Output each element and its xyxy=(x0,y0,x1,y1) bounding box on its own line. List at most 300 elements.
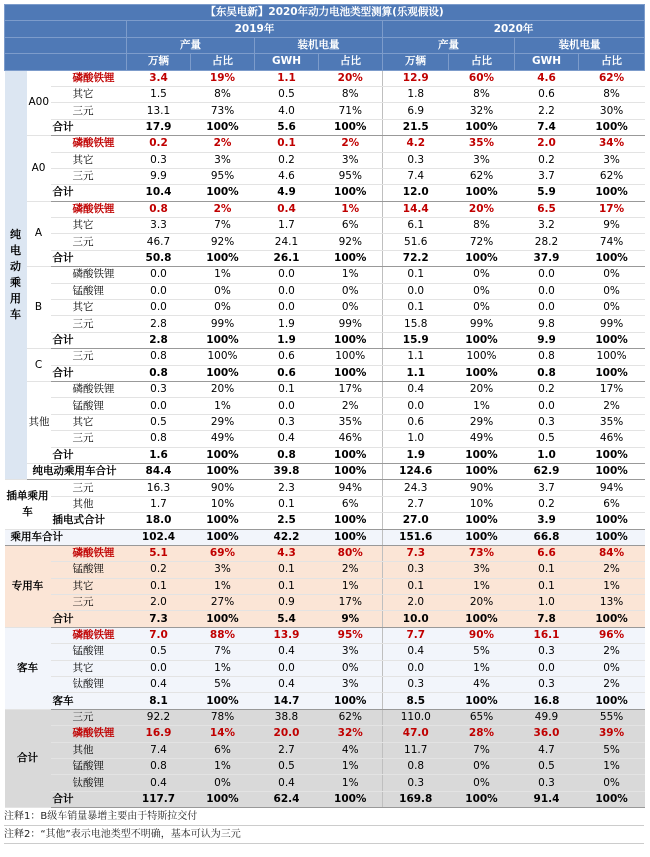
value-cell: 35% xyxy=(579,414,645,430)
value-cell: 0.3 xyxy=(383,152,449,168)
table-row xyxy=(5,398,645,414)
value-cell: 15.9 xyxy=(383,332,449,348)
table-row xyxy=(5,218,645,234)
value-cell: 16.3 xyxy=(127,480,191,496)
value-cell: 4.2 xyxy=(383,136,449,152)
value-cell: 100% xyxy=(319,693,383,709)
table-row xyxy=(5,775,645,791)
value-cell: 0.0 xyxy=(255,300,319,316)
year-header-2020: 2020年 xyxy=(383,21,645,37)
value-cell: 0.3 xyxy=(255,414,319,430)
table-row xyxy=(5,463,645,479)
value-cell: 62% xyxy=(449,168,515,184)
value-cell: 100% xyxy=(319,529,383,545)
value-cell: 2% xyxy=(579,644,645,660)
group-label: 纯 电 动 乘 用 车 xyxy=(5,70,27,480)
value-cell: 5% xyxy=(191,677,255,693)
value-cell: 100% xyxy=(579,791,645,807)
value-cell: 0.4 xyxy=(255,431,319,447)
value-cell: 100% xyxy=(579,463,645,479)
value-cell: 1.9 xyxy=(255,332,319,348)
value-cell: 0.9 xyxy=(255,595,319,611)
value-cell: 2.0 xyxy=(515,136,579,152)
battery-type-label: 三元 xyxy=(51,709,127,725)
value-cell: 24.3 xyxy=(383,480,449,496)
value-cell: 1.0 xyxy=(515,447,579,463)
value-cell: 0.3 xyxy=(515,677,579,693)
value-cell: 13.1 xyxy=(127,103,191,119)
table-row xyxy=(5,283,645,299)
value-cell: 2% xyxy=(579,677,645,693)
value-cell: 36.0 xyxy=(515,726,579,742)
value-cell: 91.4 xyxy=(515,791,579,807)
value-cell: 1% xyxy=(579,578,645,594)
value-cell: 7.8 xyxy=(515,611,579,627)
value-cell: 26.1 xyxy=(255,250,319,266)
value-cell: 10% xyxy=(449,496,515,512)
value-cell: 0% xyxy=(449,283,515,299)
value-cell: 9.9 xyxy=(127,168,191,184)
value-cell: 16.9 xyxy=(127,726,191,742)
value-cell: 0.0 xyxy=(515,267,579,283)
value-cell: 5.4 xyxy=(255,611,319,627)
battery-type-label: 磷酸铁锂 xyxy=(51,70,127,86)
battery-type-label: 其它 xyxy=(51,300,127,316)
value-cell: 3% xyxy=(579,152,645,168)
value-cell: 100% xyxy=(579,365,645,381)
value-cell: 1.6 xyxy=(127,447,191,463)
value-cell: 4.6 xyxy=(255,168,319,184)
value-cell: 7.4 xyxy=(383,168,449,184)
value-cell: 2% xyxy=(191,136,255,152)
value-cell: 100% xyxy=(319,349,383,365)
value-cell: 0.0 xyxy=(255,267,319,283)
value-cell: 0.3 xyxy=(127,152,191,168)
table-row xyxy=(5,529,645,545)
value-cell: 100% xyxy=(191,693,255,709)
value-cell: 100% xyxy=(579,693,645,709)
value-cell: 0% xyxy=(319,660,383,676)
value-cell: 0.8 xyxy=(383,758,449,774)
value-cell: 100% xyxy=(191,791,255,807)
value-cell: 0.8 xyxy=(127,365,191,381)
value-cell: 100% xyxy=(191,513,255,529)
value-cell: 0.4 xyxy=(383,381,449,397)
value-cell: 18.0 xyxy=(127,513,191,529)
battery-type-label: 合计 xyxy=(51,250,127,266)
unit-header: GWH xyxy=(515,54,579,70)
table-row xyxy=(5,480,645,496)
value-cell: 5.6 xyxy=(255,119,319,135)
battery-type-label: 锰酸锂 xyxy=(51,398,127,414)
value-cell: 2% xyxy=(319,398,383,414)
value-cell: 14% xyxy=(191,726,255,742)
value-cell: 84.4 xyxy=(127,463,191,479)
value-cell: 2% xyxy=(319,136,383,152)
value-cell: 0.0 xyxy=(515,300,579,316)
value-cell: 13.9 xyxy=(255,627,319,643)
value-cell: 100% xyxy=(319,791,383,807)
value-cell: 94% xyxy=(319,480,383,496)
value-cell: 1% xyxy=(319,775,383,791)
value-cell: 90% xyxy=(449,480,515,496)
value-cell: 0.0 xyxy=(255,398,319,414)
value-cell: 0.8 xyxy=(127,758,191,774)
value-cell: 2% xyxy=(319,562,383,578)
value-cell: 1% xyxy=(449,660,515,676)
unit-header: 占比 xyxy=(319,54,383,70)
value-cell: 46% xyxy=(579,431,645,447)
value-cell: 100% xyxy=(579,611,645,627)
group-label: 合计 xyxy=(5,709,51,807)
value-cell: 110.0 xyxy=(383,709,449,725)
value-cell: 7.4 xyxy=(515,119,579,135)
battery-type-label: 锰酸锂 xyxy=(51,283,127,299)
value-cell: 0.3 xyxy=(383,562,449,578)
value-cell: 100% xyxy=(579,185,645,201)
value-cell: 8% xyxy=(579,86,645,102)
battery-type-label: 三元 xyxy=(51,595,127,611)
battery-type-label: 磷酸铁锂 xyxy=(51,545,127,561)
value-cell: 92% xyxy=(191,234,255,250)
value-cell: 10.0 xyxy=(383,611,449,627)
value-cell: 71% xyxy=(319,103,383,119)
value-cell: 4% xyxy=(449,677,515,693)
value-cell: 0.1 xyxy=(255,496,319,512)
value-cell: 1% xyxy=(319,758,383,774)
value-cell: 100% xyxy=(449,119,515,135)
value-cell: 50.8 xyxy=(127,250,191,266)
table-row xyxy=(5,185,645,201)
value-cell: 3% xyxy=(319,152,383,168)
value-cell: 0% xyxy=(579,775,645,791)
value-cell: 62% xyxy=(319,709,383,725)
value-cell: 0.8 xyxy=(127,431,191,447)
value-cell: 100% xyxy=(579,332,645,348)
battery-type-label: 锰酸锂 xyxy=(51,758,127,774)
value-cell: 99% xyxy=(449,316,515,332)
value-cell: 10% xyxy=(191,496,255,512)
value-cell: 9.9 xyxy=(515,332,579,348)
value-cell: 20% xyxy=(449,595,515,611)
table-row xyxy=(5,611,645,627)
value-cell: 100% xyxy=(579,513,645,529)
value-cell: 4.0 xyxy=(255,103,319,119)
value-cell: 37.9 xyxy=(515,250,579,266)
segment-label: C xyxy=(27,349,51,382)
battery-type-label: 三元 xyxy=(51,103,127,119)
metric-header-output-2020: 产量 xyxy=(383,37,515,53)
value-cell: 8% xyxy=(449,218,515,234)
value-cell: 100% xyxy=(449,513,515,529)
value-cell: 30% xyxy=(579,103,645,119)
value-cell: 94% xyxy=(579,480,645,496)
value-cell: 100% xyxy=(191,529,255,545)
value-cell: 1.9 xyxy=(255,316,319,332)
value-cell: 1% xyxy=(449,578,515,594)
value-cell: 3% xyxy=(319,677,383,693)
group-label: 插单乘用车 xyxy=(5,480,51,529)
battery-type-label: 插电式合计 xyxy=(51,513,127,529)
battery-type-label: 合计 xyxy=(51,332,127,348)
battery-type-label: 磷酸铁锂 xyxy=(51,726,127,742)
value-cell: 100% xyxy=(449,349,515,365)
value-cell: 39.8 xyxy=(255,463,319,479)
value-cell: 0.0 xyxy=(515,283,579,299)
value-cell: 6.5 xyxy=(515,201,579,217)
value-cell: 0.4 xyxy=(255,775,319,791)
value-cell: 0% xyxy=(579,267,645,283)
value-cell: 0.8 xyxy=(515,349,579,365)
value-cell: 8% xyxy=(191,86,255,102)
value-cell: 0.3 xyxy=(127,381,191,397)
battery-type-label: 合计 xyxy=(51,447,127,463)
battery-type-label: 磷酸铁锂 xyxy=(51,627,127,643)
value-cell: 0.5 xyxy=(255,758,319,774)
value-cell: 100% xyxy=(319,250,383,266)
note-2: 注释2：“其他”表示电池类型不明确，基本可认为三元 xyxy=(4,826,644,844)
value-cell: 3% xyxy=(449,152,515,168)
value-cell: 1.1 xyxy=(383,349,449,365)
value-cell: 0% xyxy=(319,283,383,299)
value-cell: 100% xyxy=(449,611,515,627)
value-cell: 1% xyxy=(319,201,383,217)
battery-type-label: 三元 xyxy=(51,234,127,250)
battery-type-label: 其它 xyxy=(51,578,127,594)
value-cell: 62.4 xyxy=(255,791,319,807)
battery-type-label: 其它 xyxy=(51,152,127,168)
value-cell: 0.4 xyxy=(127,775,191,791)
value-cell: 51.6 xyxy=(383,234,449,250)
value-cell: 2.5 xyxy=(255,513,319,529)
value-cell: 28.2 xyxy=(515,234,579,250)
value-cell: 6% xyxy=(319,496,383,512)
battery-type-label: 其他 xyxy=(51,496,127,512)
value-cell: 3.2 xyxy=(515,218,579,234)
value-cell: 20% xyxy=(319,70,383,86)
value-cell: 8.5 xyxy=(383,693,449,709)
value-cell: 62% xyxy=(579,70,645,86)
value-cell: 0.3 xyxy=(515,644,579,660)
value-cell: 0% xyxy=(579,300,645,316)
value-cell: 42.2 xyxy=(255,529,319,545)
value-cell: 100% xyxy=(319,119,383,135)
value-cell: 3% xyxy=(191,152,255,168)
value-cell: 0.4 xyxy=(383,644,449,660)
value-cell: 2.8 xyxy=(127,316,191,332)
segment-label: 其他 xyxy=(27,381,51,463)
value-cell: 0.4 xyxy=(255,201,319,217)
value-cell: 69% xyxy=(191,545,255,561)
battery-type-label: 其它 xyxy=(51,218,127,234)
value-cell: 100% xyxy=(191,611,255,627)
value-cell: 12.9 xyxy=(383,70,449,86)
battery-type-label: 合计 xyxy=(51,611,127,627)
value-cell: 17.9 xyxy=(127,119,191,135)
value-cell: 39% xyxy=(579,726,645,742)
battery-type-label: 钛酸锂 xyxy=(51,775,127,791)
value-cell: 1.7 xyxy=(127,496,191,512)
value-cell: 29% xyxy=(449,414,515,430)
table-row xyxy=(5,496,645,512)
value-cell: 0.6 xyxy=(255,349,319,365)
table-row xyxy=(5,758,645,774)
note-1: 注释1：B级车销量暴增主要由于特斯拉交付 xyxy=(4,808,644,826)
value-cell: 16.8 xyxy=(515,693,579,709)
value-cell: 7% xyxy=(191,218,255,234)
unit-header: 万辆 xyxy=(383,54,449,70)
value-cell: 99% xyxy=(579,316,645,332)
header-blank xyxy=(5,37,127,53)
value-cell: 46.7 xyxy=(127,234,191,250)
value-cell: 2.8 xyxy=(127,332,191,348)
value-cell: 0.2 xyxy=(127,136,191,152)
value-cell: 0.4 xyxy=(255,644,319,660)
value-cell: 100% xyxy=(191,463,255,479)
header-blank xyxy=(5,21,127,37)
value-cell: 100% xyxy=(191,332,255,348)
value-cell: 92.2 xyxy=(127,709,191,725)
value-cell: 7.4 xyxy=(127,742,191,758)
battery-type-label: 钛酸锂 xyxy=(51,677,127,693)
value-cell: 72.2 xyxy=(383,250,449,266)
value-cell: 73% xyxy=(449,545,515,561)
value-cell: 0.8 xyxy=(127,201,191,217)
value-cell: 88% xyxy=(191,627,255,643)
value-cell: 1.0 xyxy=(383,431,449,447)
unit-header: 占比 xyxy=(449,54,515,70)
year-header-2019: 2019年 xyxy=(127,21,383,37)
value-cell: 124.6 xyxy=(383,463,449,479)
battery-type-label: 磷酸铁锂 xyxy=(51,201,127,217)
table-row xyxy=(5,349,645,365)
value-cell: 1% xyxy=(191,758,255,774)
value-cell: 7.7 xyxy=(383,627,449,643)
value-cell: 27% xyxy=(191,595,255,611)
value-cell: 1.7 xyxy=(255,218,319,234)
value-cell: 95% xyxy=(319,627,383,643)
value-cell: 66.8 xyxy=(515,529,579,545)
value-cell: 0.5 xyxy=(255,86,319,102)
value-cell: 24.1 xyxy=(255,234,319,250)
value-cell: 1% xyxy=(319,578,383,594)
table-row xyxy=(5,513,645,529)
value-cell: 14.4 xyxy=(383,201,449,217)
value-cell: 6.9 xyxy=(383,103,449,119)
value-cell: 74% xyxy=(579,234,645,250)
value-cell: 0.0 xyxy=(127,398,191,414)
value-cell: 6% xyxy=(579,496,645,512)
value-cell: 0.6 xyxy=(383,414,449,430)
value-cell: 47.0 xyxy=(383,726,449,742)
value-cell: 0.2 xyxy=(255,152,319,168)
value-cell: 0% xyxy=(449,300,515,316)
value-cell: 34% xyxy=(579,136,645,152)
table-row xyxy=(5,234,645,250)
value-cell: 95% xyxy=(191,168,255,184)
value-cell: 5.1 xyxy=(127,545,191,561)
value-cell: 100% xyxy=(191,119,255,135)
battery-type-label: 锰酸锂 xyxy=(51,562,127,578)
segment-label: A xyxy=(27,201,51,267)
value-cell: 55% xyxy=(579,709,645,725)
table-row xyxy=(5,70,645,86)
value-cell: 20% xyxy=(449,381,515,397)
value-cell: 0.0 xyxy=(515,398,579,414)
table-row xyxy=(5,136,645,152)
segment-label: A0 xyxy=(27,136,51,202)
value-cell: 78% xyxy=(191,709,255,725)
value-cell: 1% xyxy=(579,758,645,774)
value-cell: 100% xyxy=(579,119,645,135)
value-cell: 99% xyxy=(319,316,383,332)
value-cell: 0% xyxy=(191,300,255,316)
value-cell: 35% xyxy=(319,414,383,430)
value-cell: 2% xyxy=(579,562,645,578)
value-cell: 0% xyxy=(191,775,255,791)
notes xyxy=(4,808,650,844)
table-title: 【东吴电新】2020年动力电池类型测算(乐观假设) xyxy=(5,5,645,21)
battery-type-label: 客车 xyxy=(51,693,127,709)
value-cell: 17% xyxy=(319,381,383,397)
value-cell: 2% xyxy=(579,398,645,414)
value-cell: 16.1 xyxy=(515,627,579,643)
value-cell: 6% xyxy=(319,218,383,234)
unit-header: 万辆 xyxy=(127,54,191,70)
value-cell: 3% xyxy=(319,644,383,660)
value-cell: 100% xyxy=(319,185,383,201)
value-cell: 4.7 xyxy=(515,742,579,758)
value-cell: 32% xyxy=(449,103,515,119)
value-cell: 100% xyxy=(319,513,383,529)
battery-type-label: 三元 xyxy=(51,349,127,365)
value-cell: 5% xyxy=(449,644,515,660)
value-cell: 90% xyxy=(449,627,515,643)
value-cell: 9% xyxy=(319,611,383,627)
table-row xyxy=(5,86,645,102)
value-cell: 1% xyxy=(191,578,255,594)
value-cell: 100% xyxy=(191,447,255,463)
value-cell: 100% xyxy=(579,349,645,365)
value-cell: 38.8 xyxy=(255,709,319,725)
value-cell: 0.0 xyxy=(255,283,319,299)
value-cell: 28% xyxy=(449,726,515,742)
table-row xyxy=(5,332,645,348)
value-cell: 0.3 xyxy=(515,414,579,430)
battery-type-label: 三元 xyxy=(51,168,127,184)
value-cell: 15.8 xyxy=(383,316,449,332)
row-label: 乘用车合计 xyxy=(5,529,127,545)
value-cell: 60% xyxy=(449,70,515,86)
value-cell: 0.4 xyxy=(127,677,191,693)
value-cell: 0.0 xyxy=(255,660,319,676)
value-cell: 4% xyxy=(319,742,383,758)
value-cell: 17% xyxy=(319,595,383,611)
battery-type-label: 其他 xyxy=(51,742,127,758)
value-cell: 96% xyxy=(579,627,645,643)
value-cell: 100% xyxy=(319,365,383,381)
table-row xyxy=(5,742,645,758)
value-cell: 32% xyxy=(319,726,383,742)
battery-type-label: 锰酸锂 xyxy=(51,644,127,660)
value-cell: 99% xyxy=(191,316,255,332)
value-cell: 2.7 xyxy=(255,742,319,758)
value-cell: 169.8 xyxy=(383,791,449,807)
value-cell: 8% xyxy=(319,86,383,102)
value-cell: 100% xyxy=(319,463,383,479)
value-cell: 0% xyxy=(191,283,255,299)
value-cell: 8.1 xyxy=(127,693,191,709)
